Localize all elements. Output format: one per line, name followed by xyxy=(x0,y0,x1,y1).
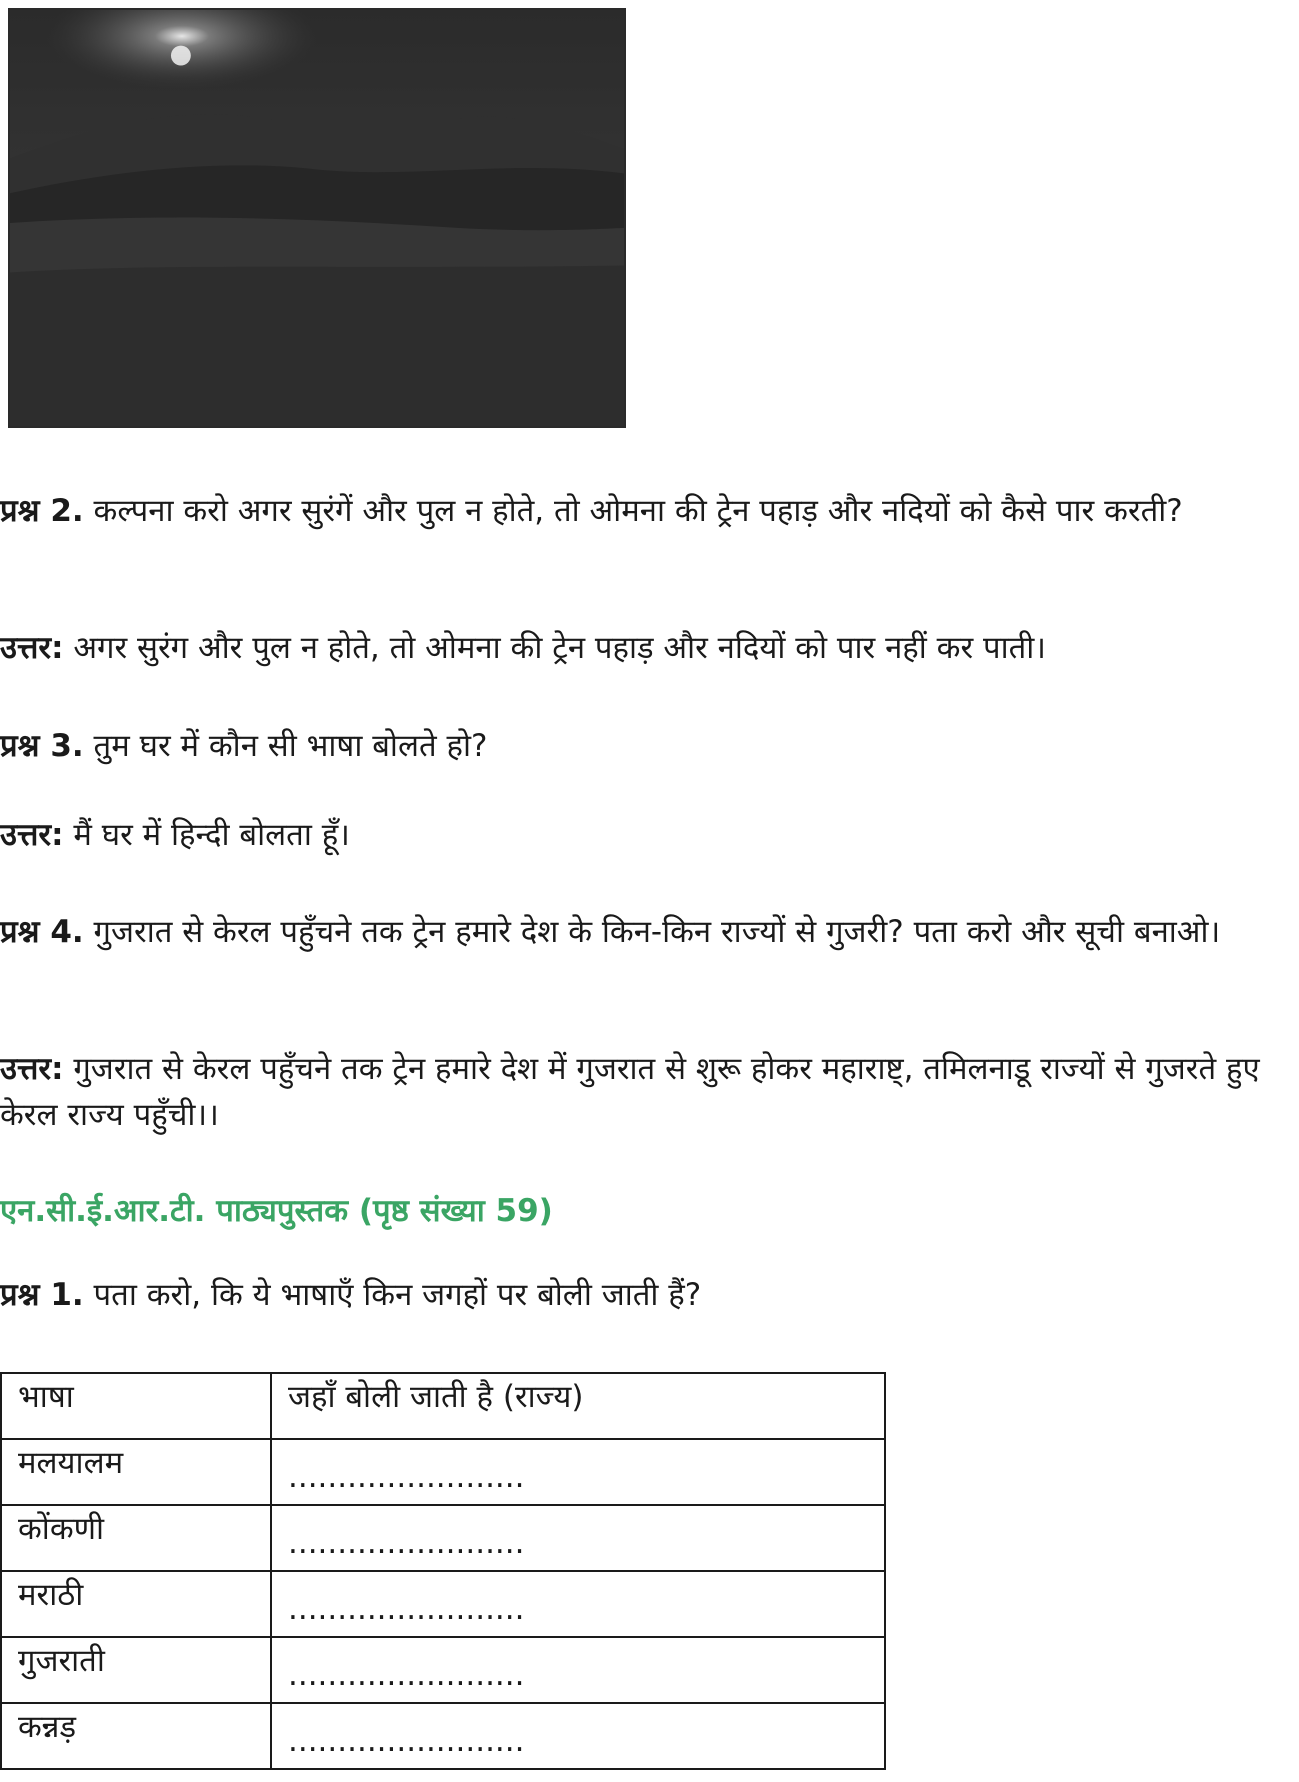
table-row xyxy=(1,1505,885,1571)
blank-cell: ........................ xyxy=(271,1505,885,1571)
answer-4 xyxy=(0,1046,1292,1138)
answer-2 xyxy=(0,625,1292,671)
landscape-photo xyxy=(8,8,626,428)
question-text: पता करो, कि ये भाषाएँ किन जगहों पर बोली जाती हैं? xyxy=(83,1277,702,1313)
language-cell: कोंकणी xyxy=(1,1505,271,1571)
question-4 xyxy=(0,909,1292,955)
answer-text: मैं घर में हिन्दी बोलता हूँ। xyxy=(63,817,350,853)
question-text: तुम घर में कौन सी भाषा बोलते हो? xyxy=(83,728,488,764)
answer-3 xyxy=(0,812,1292,858)
answer-label: उत्तर: xyxy=(0,817,64,853)
blank-cell: ........................ xyxy=(271,1571,885,1637)
blank-cell: ........................ xyxy=(271,1637,885,1703)
language-cell: मलयालम xyxy=(1,1439,271,1505)
language-cell: मराठी xyxy=(1,1571,271,1637)
table-row xyxy=(1,1637,885,1703)
question-label: प्रश्न 3. xyxy=(0,728,84,764)
table-header-state: जहाँ बोली जाती है (राज्य) xyxy=(271,1373,885,1439)
question-label: प्रश्न 4. xyxy=(0,914,84,950)
answer-label: उत्तर: xyxy=(0,630,64,666)
question-3 xyxy=(0,723,1292,769)
question-text: गुजरात से केरल पहुँचने तक ट्रेन हमारे देश के किन-किन राज्यों से गुजरी? पता करो और सूची बनाओ। xyxy=(83,914,1221,950)
question-label: प्रश्न 1. xyxy=(0,1277,84,1313)
question-1 xyxy=(0,1272,1292,1318)
blank-cell: ........................ xyxy=(271,1439,885,1505)
section-heading: एन.सी.ई.आर.टी. पाठ्यपुस्तक (पृष्ठ संख्या 59) xyxy=(0,1193,553,1229)
question-2 xyxy=(0,488,1292,534)
table-row xyxy=(1,1571,885,1637)
mountain-night-image xyxy=(10,10,624,426)
table-header-row xyxy=(1,1373,885,1439)
table-row xyxy=(1,1703,885,1769)
table-header-language: भाषा xyxy=(1,1373,271,1439)
blank-cell: ........................ xyxy=(271,1703,885,1769)
language-cell: कन्नड़ xyxy=(1,1703,271,1769)
answer-text: गुजरात से केरल पहुँचने तक ट्रेन हमारे देश में गुजरात से शुरू होकर महाराष्ट्, तमिलनाडू राज्यों से गुजरते हुए केरल राज्य पहुँची।। xyxy=(0,1051,1260,1133)
language-table xyxy=(0,1372,886,1770)
answer-label: उत्तर: xyxy=(0,1051,64,1087)
question-text: कल्पना करो अगर सुरंगें और पुल न होते, तो ओमना की ट्रेन पहाड़ और नदियों को कैसे पार करती? xyxy=(83,493,1183,529)
answer-text: अगर सुरंग और पुल न होते, तो ओमना की ट्रेन पहाड़ और नदियों को पार नहीं कर पाती। xyxy=(63,630,1047,666)
question-label: प्रश्न 2. xyxy=(0,493,84,529)
table-row xyxy=(1,1439,885,1505)
language-cell: गुजराती xyxy=(1,1637,271,1703)
